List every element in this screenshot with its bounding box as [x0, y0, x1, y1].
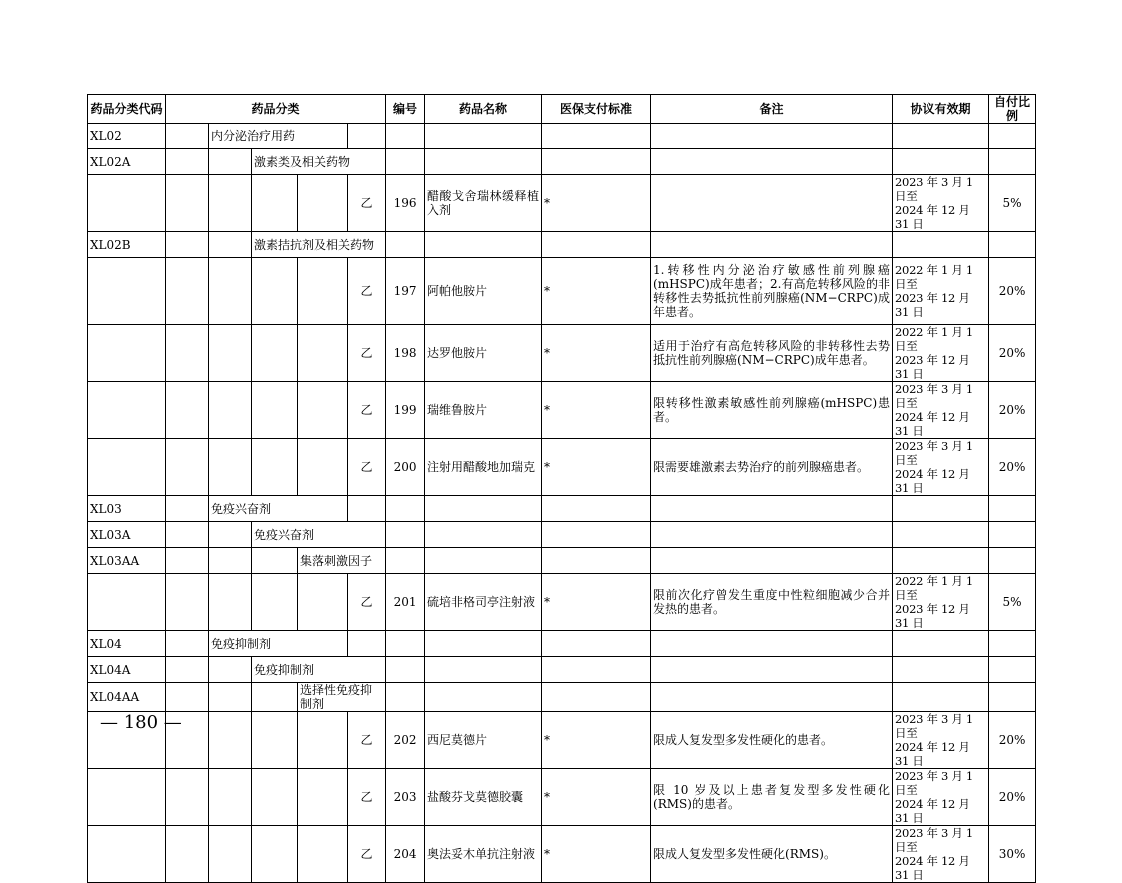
category-row: [88, 631, 1036, 657]
drug-name: 硫培非格司亭注射液: [425, 574, 542, 631]
drug-row: [88, 382, 1036, 439]
category-name: 激素拮抗剂及相关药物: [252, 232, 386, 258]
agreement-period: 2023 年 3 月 1 日至 2024 年 12 月 31 日: [893, 712, 989, 769]
drug-class: 乙: [348, 439, 386, 496]
self-pay-ratio: 5%: [989, 574, 1036, 631]
drug-remark: 限成人复发型多发性硬化(RMS)。: [651, 826, 893, 883]
drug-number: 200: [386, 439, 425, 496]
category-code: XL02: [88, 124, 166, 149]
drug-remark: [651, 175, 893, 232]
category-name: 集落刺激因子: [298, 548, 386, 574]
category-code: XL03AA: [88, 548, 166, 574]
drug-remark: 1.转移性内分泌治疗敏感性前列腺癌(mHSPC)成年患者；2.有高危转移风险的非转移性去势抵抗性前列腺癌(NM−CRPC)成年患者。: [651, 258, 893, 325]
payment-standard: *: [542, 574, 651, 631]
header-row: [88, 95, 1036, 124]
category-row: [88, 522, 1036, 548]
category-code: XL04A: [88, 657, 166, 683]
agreement-period: 2023 年 3 月 1 日至 2024 年 12 月 31 日: [893, 769, 989, 826]
drug-class: 乙: [348, 325, 386, 382]
header-ratio: 自付比例: [989, 95, 1036, 124]
payment-standard: *: [542, 258, 651, 325]
category-name: 激素类及相关药物: [252, 149, 386, 175]
header-number: 编号: [386, 95, 425, 124]
drug-class: 乙: [348, 574, 386, 631]
header-name: 药品名称: [425, 95, 542, 124]
drug-remark: 限转移性激素敏感性前列腺癌(mHSPC)患者。: [651, 382, 893, 439]
drug-number: 199: [386, 382, 425, 439]
drug-class: 乙: [348, 258, 386, 325]
header-standard: 医保支付标准: [542, 95, 651, 124]
agreement-period: 2022 年 1 月 1 日至 2023 年 12 月 31 日: [893, 258, 989, 325]
self-pay-ratio: 20%: [989, 712, 1036, 769]
category-row: [88, 124, 1036, 149]
category-name: 免疫兴奋剂: [252, 522, 386, 548]
category-row: [88, 548, 1036, 574]
drug-row: [88, 712, 1036, 769]
self-pay-ratio: 20%: [989, 325, 1036, 382]
drug-name: 达罗他胺片: [425, 325, 542, 382]
drug-number: 196: [386, 175, 425, 232]
drug-name: 阿帕他胺片: [425, 258, 542, 325]
payment-standard: *: [542, 712, 651, 769]
agreement-period: 2022 年 1 月 1 日至 2023 年 12 月 31 日: [893, 574, 989, 631]
category-code: XL03A: [88, 522, 166, 548]
category-row: [88, 496, 1036, 522]
category-name: 免疫兴奋剂: [209, 496, 348, 522]
category-row: [88, 683, 1036, 712]
header-remark: 备注: [651, 95, 893, 124]
drug-class: 乙: [348, 826, 386, 883]
drug-remark: 限成人复发型多发性硬化的患者。: [651, 712, 893, 769]
drug-name: 盐酸芬戈莫德胶囊: [425, 769, 542, 826]
page-number: — 180 —: [100, 712, 182, 733]
payment-standard: *: [542, 826, 651, 883]
drug-list-table: [87, 94, 1036, 883]
payment-standard: *: [542, 175, 651, 232]
drug-remark: 适用于治疗有高危转移风险的非转移性去势抵抗性前列腺癌(NM−CRPC)成年患者。: [651, 325, 893, 382]
payment-standard: *: [542, 769, 651, 826]
drug-number: 197: [386, 258, 425, 325]
self-pay-ratio: 5%: [989, 175, 1036, 232]
category-row: [88, 149, 1036, 175]
drug-name: 瑞维鲁胺片: [425, 382, 542, 439]
category-row: [88, 657, 1036, 683]
header-category: 药品分类: [166, 95, 386, 124]
drug-remark: 限需要雄激素去势治疗的前列腺癌患者。: [651, 439, 893, 496]
self-pay-ratio: 20%: [989, 769, 1036, 826]
drug-number: 201: [386, 574, 425, 631]
self-pay-ratio: 20%: [989, 258, 1036, 325]
drug-row: [88, 325, 1036, 382]
agreement-period: 2023 年 3 月 1 日至 2024 年 12 月 31 日: [893, 175, 989, 232]
drug-name: 奥法妥木单抗注射液: [425, 826, 542, 883]
drug-row: [88, 258, 1036, 325]
agreement-period: 2023 年 3 月 1 日至 2024 年 12 月 31 日: [893, 439, 989, 496]
self-pay-ratio: 20%: [989, 439, 1036, 496]
drug-row: [88, 574, 1036, 631]
header-code: 药品分类代码: [88, 95, 166, 124]
drug-name: 注射用醋酸地加瑞克: [425, 439, 542, 496]
self-pay-ratio: 30%: [989, 826, 1036, 883]
self-pay-ratio: 20%: [989, 382, 1036, 439]
drug-number: 204: [386, 826, 425, 883]
agreement-period: 2023 年 3 月 1 日至 2024 年 12 月 31 日: [893, 826, 989, 883]
category-code: XL03: [88, 496, 166, 522]
category-name: 内分泌治疗用药: [209, 124, 348, 149]
drug-name: 西尼莫德片: [425, 712, 542, 769]
category-code: XL04AA: [88, 683, 166, 712]
drug-class: 乙: [348, 712, 386, 769]
drug-number: 198: [386, 325, 425, 382]
drug-number: 202: [386, 712, 425, 769]
category-name: 选择性免疫抑制剂: [298, 683, 386, 712]
header-period: 协议有效期: [893, 95, 989, 124]
drug-remark: 限 10 岁及以上患者复发型多发性硬化(RMS)的患者。: [651, 769, 893, 826]
drug-class: 乙: [348, 175, 386, 232]
drug-name: 醋酸戈舍瑞林缓释植入剂: [425, 175, 542, 232]
category-name: 免疫抑制剂: [252, 657, 386, 683]
agreement-period: 2023 年 3 月 1 日至 2024 年 12 月 31 日: [893, 382, 989, 439]
payment-standard: *: [542, 325, 651, 382]
category-name: 免疫抑制剂: [209, 631, 348, 657]
agreement-period: 2022 年 1 月 1 日至 2023 年 12 月 31 日: [893, 325, 989, 382]
category-code: XL02A: [88, 149, 166, 175]
payment-standard: *: [542, 439, 651, 496]
drug-row: [88, 175, 1036, 232]
payment-standard: *: [542, 382, 651, 439]
drug-remark: 限前次化疗曾发生重度中性粒细胞减少合并发热的患者。: [651, 574, 893, 631]
drug-row: [88, 826, 1036, 883]
drug-class: 乙: [348, 382, 386, 439]
drug-row: [88, 439, 1036, 496]
category-row: [88, 232, 1036, 258]
category-code: XL04: [88, 631, 166, 657]
category-code: XL02B: [88, 232, 166, 258]
drug-row: [88, 769, 1036, 826]
drug-class: 乙: [348, 769, 386, 826]
drug-number: 203: [386, 769, 425, 826]
